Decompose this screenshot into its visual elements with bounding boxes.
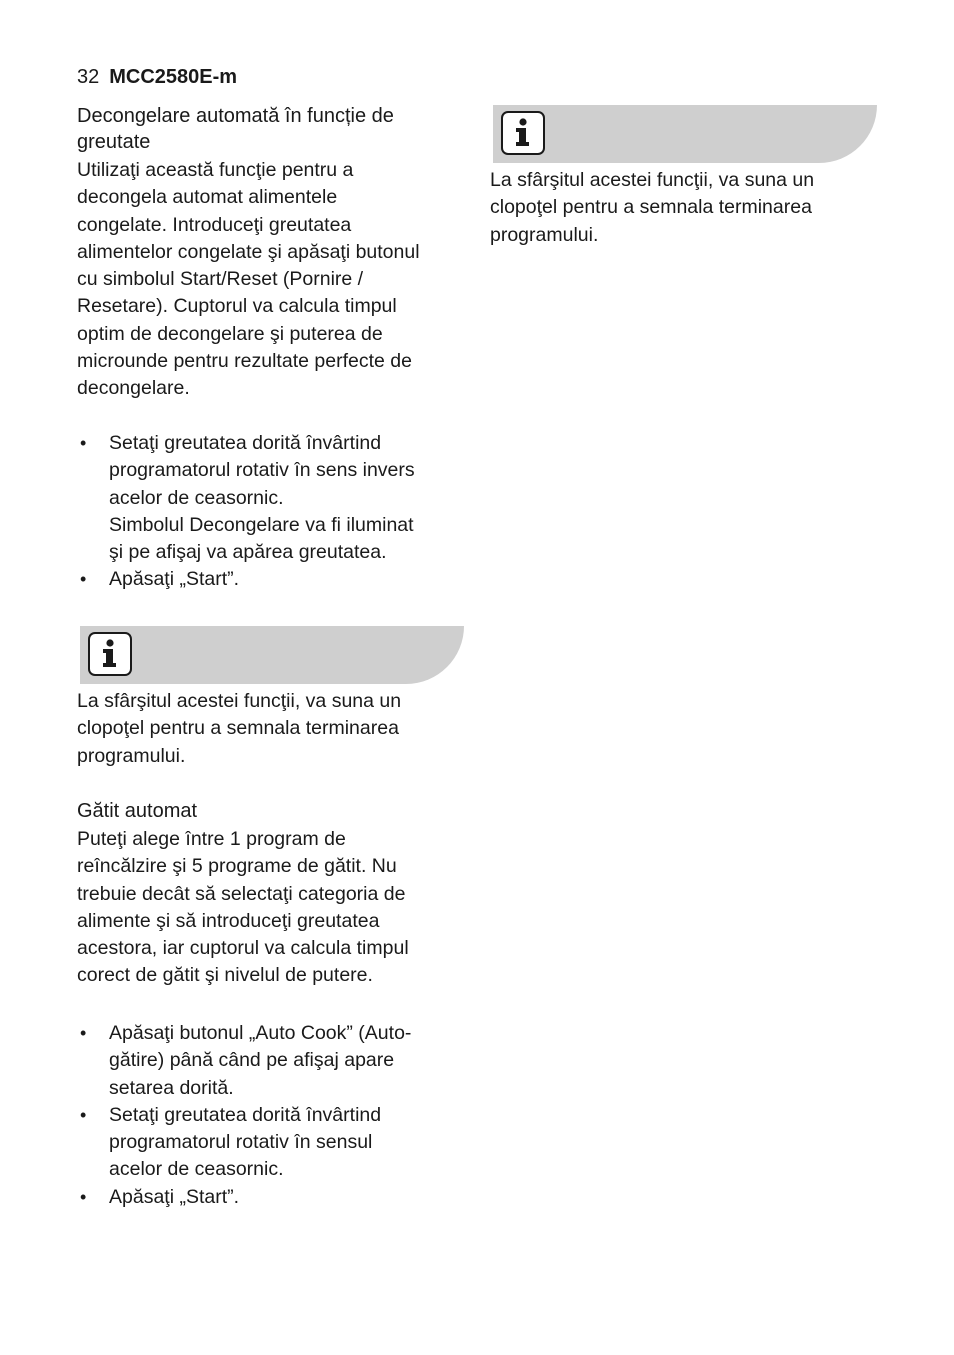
- page-number: 32: [77, 66, 100, 88]
- list-item: • Apăsaţi butonul „Auto Cook” (Auto- gătire) până când pe afişaj apare setarea dorită.: [80, 1022, 412, 1099]
- section-title-auto-cook: Gătit automat: [77, 800, 198, 822]
- info-note-text: La sfârşitul acestei funcţii, va suna un clopoţel pentru a semnala terminarea programului.: [77, 690, 402, 767]
- section-body-auto-defrost: Utilizaţi această funcţie pentru a decongela automat alimentele congelate. Introduceţi greutatea alimentelor congelate şi apăsaţi butonul cu simbolul Start/Reset (Pornire / Resetare). Cuptorul va calcula timpul optim de decongelare şi puterea de microunde pentru rezultate perfecte de decongelare.: [77, 159, 420, 400]
- list-item: • Setaţi greutatea dorită învârtind programatorul rotativ în sensul acelor de ceasornic.: [80, 1103, 382, 1181]
- info-band: [80, 626, 464, 684]
- section-body-auto-cook: Puteţi alege între 1 program de reîncălzire şi 5 programe de gătit. Nu trebuie decât să selectaţi categoria de alimente şi să introduceţi greutatea acestora, iar cuptorul va calcula timpul corect de gătit şi nivelul de putere.: [77, 828, 409, 987]
- bullet-list-auto-defrost: [77, 430, 472, 594]
- list-item: • Apăsaţi „Start”.: [80, 568, 240, 591]
- info-icon: [501, 111, 545, 155]
- bullet-list-auto-cook: [77, 1020, 472, 1211]
- info-icon: [88, 632, 132, 676]
- list-item: • Apăsaţi „Start”.: [80, 1185, 240, 1208]
- list-item: • Setaţi greutatea dorită învârtind programatorul rotativ în sens invers acelor de ceasornic. Simbolul Decongelare va fi iluminat şi pe afişaj va apărea greutatea.: [80, 432, 415, 564]
- section-title-auto-defrost: Decongelare automată în funcție de greutate: [77, 105, 394, 153]
- info-band-right: [493, 105, 877, 163]
- info-note-text-right: La sfârşitul acestei funcţii, va suna un clopoţel pentru a semnala terminarea programului.: [490, 169, 815, 246]
- model-name: MCC2580E-m: [109, 66, 238, 88]
- page-header: [77, 64, 237, 90]
